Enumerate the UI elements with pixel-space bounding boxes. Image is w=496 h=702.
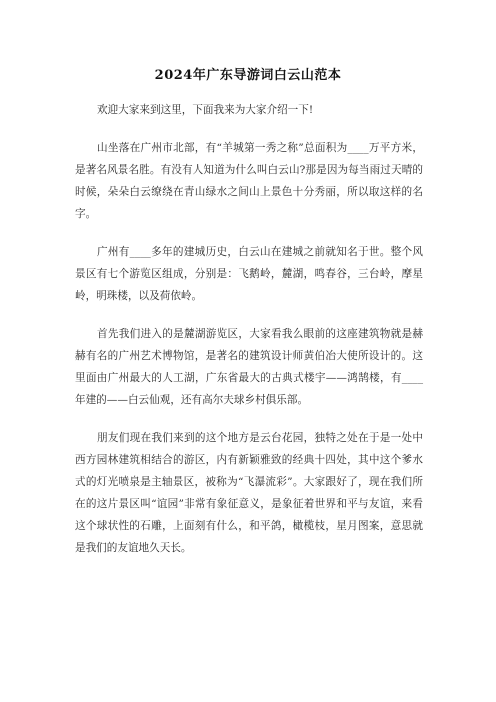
paragraph-intro: 山坐落在广州市北部，有“羊城第一秀之称”总面积为____万平方米，是著名风景名胜。有没有人知道为什么叫白云山?那是因为每当雨过天晴的时候，朵朵白云缭绕在青山绿水之间山上景色十分秀丽，所以取这样的名字。 [75,142,423,220]
paragraph-welcome: 欢迎大家来到这里，下面我来为大家介绍一下! [97,104,314,116]
document-body [75,99,423,575]
document-title: 2024年广东导游词白云山范本 [154,68,342,83]
paragraph-luhu: 首先我们进入的是麓湖游览区，大家看我么眼前的这座建筑物就是赫赫有名的广州艺术博物馆，是著名的建筑设计师黄伯冶大使所设计的。这里面由广州最大的人工湖，广东省最大的古典式楼宇——鸿鹄楼，有____年建的——白云仙观，还有高尔夫球乡村俱乐部。 [75,328,423,406]
paragraph-yuntai-garden: 朋友们现在我们来到的这个地方是云台花园，独特之处在于是一处中西方园林建筑相结合的游区，内有新颖雅致的经典十四处，其中这个爹水式的灯光喷泉是主轴景区，被称为“飞瀑流彩”。大家跟好了，现在我们所在的这片景区叫“谊园”非常有象征意义，是象征着世界和平与友谊，来看这个球状性的石雕，上面刻有什么，和平鸽，橄榄枝，星月图案，意思就是我们的友谊地久天长。 [75,432,423,554]
paragraph-history: 广州有____多年的建城历史，白云山在建城之前就知名于世。整个风景区有七个游览区组成，分别是：飞鹅岭，麓湖，鸣春谷，三台岭，摩星岭，明珠楼，以及荷依岭。 [75,246,423,302]
